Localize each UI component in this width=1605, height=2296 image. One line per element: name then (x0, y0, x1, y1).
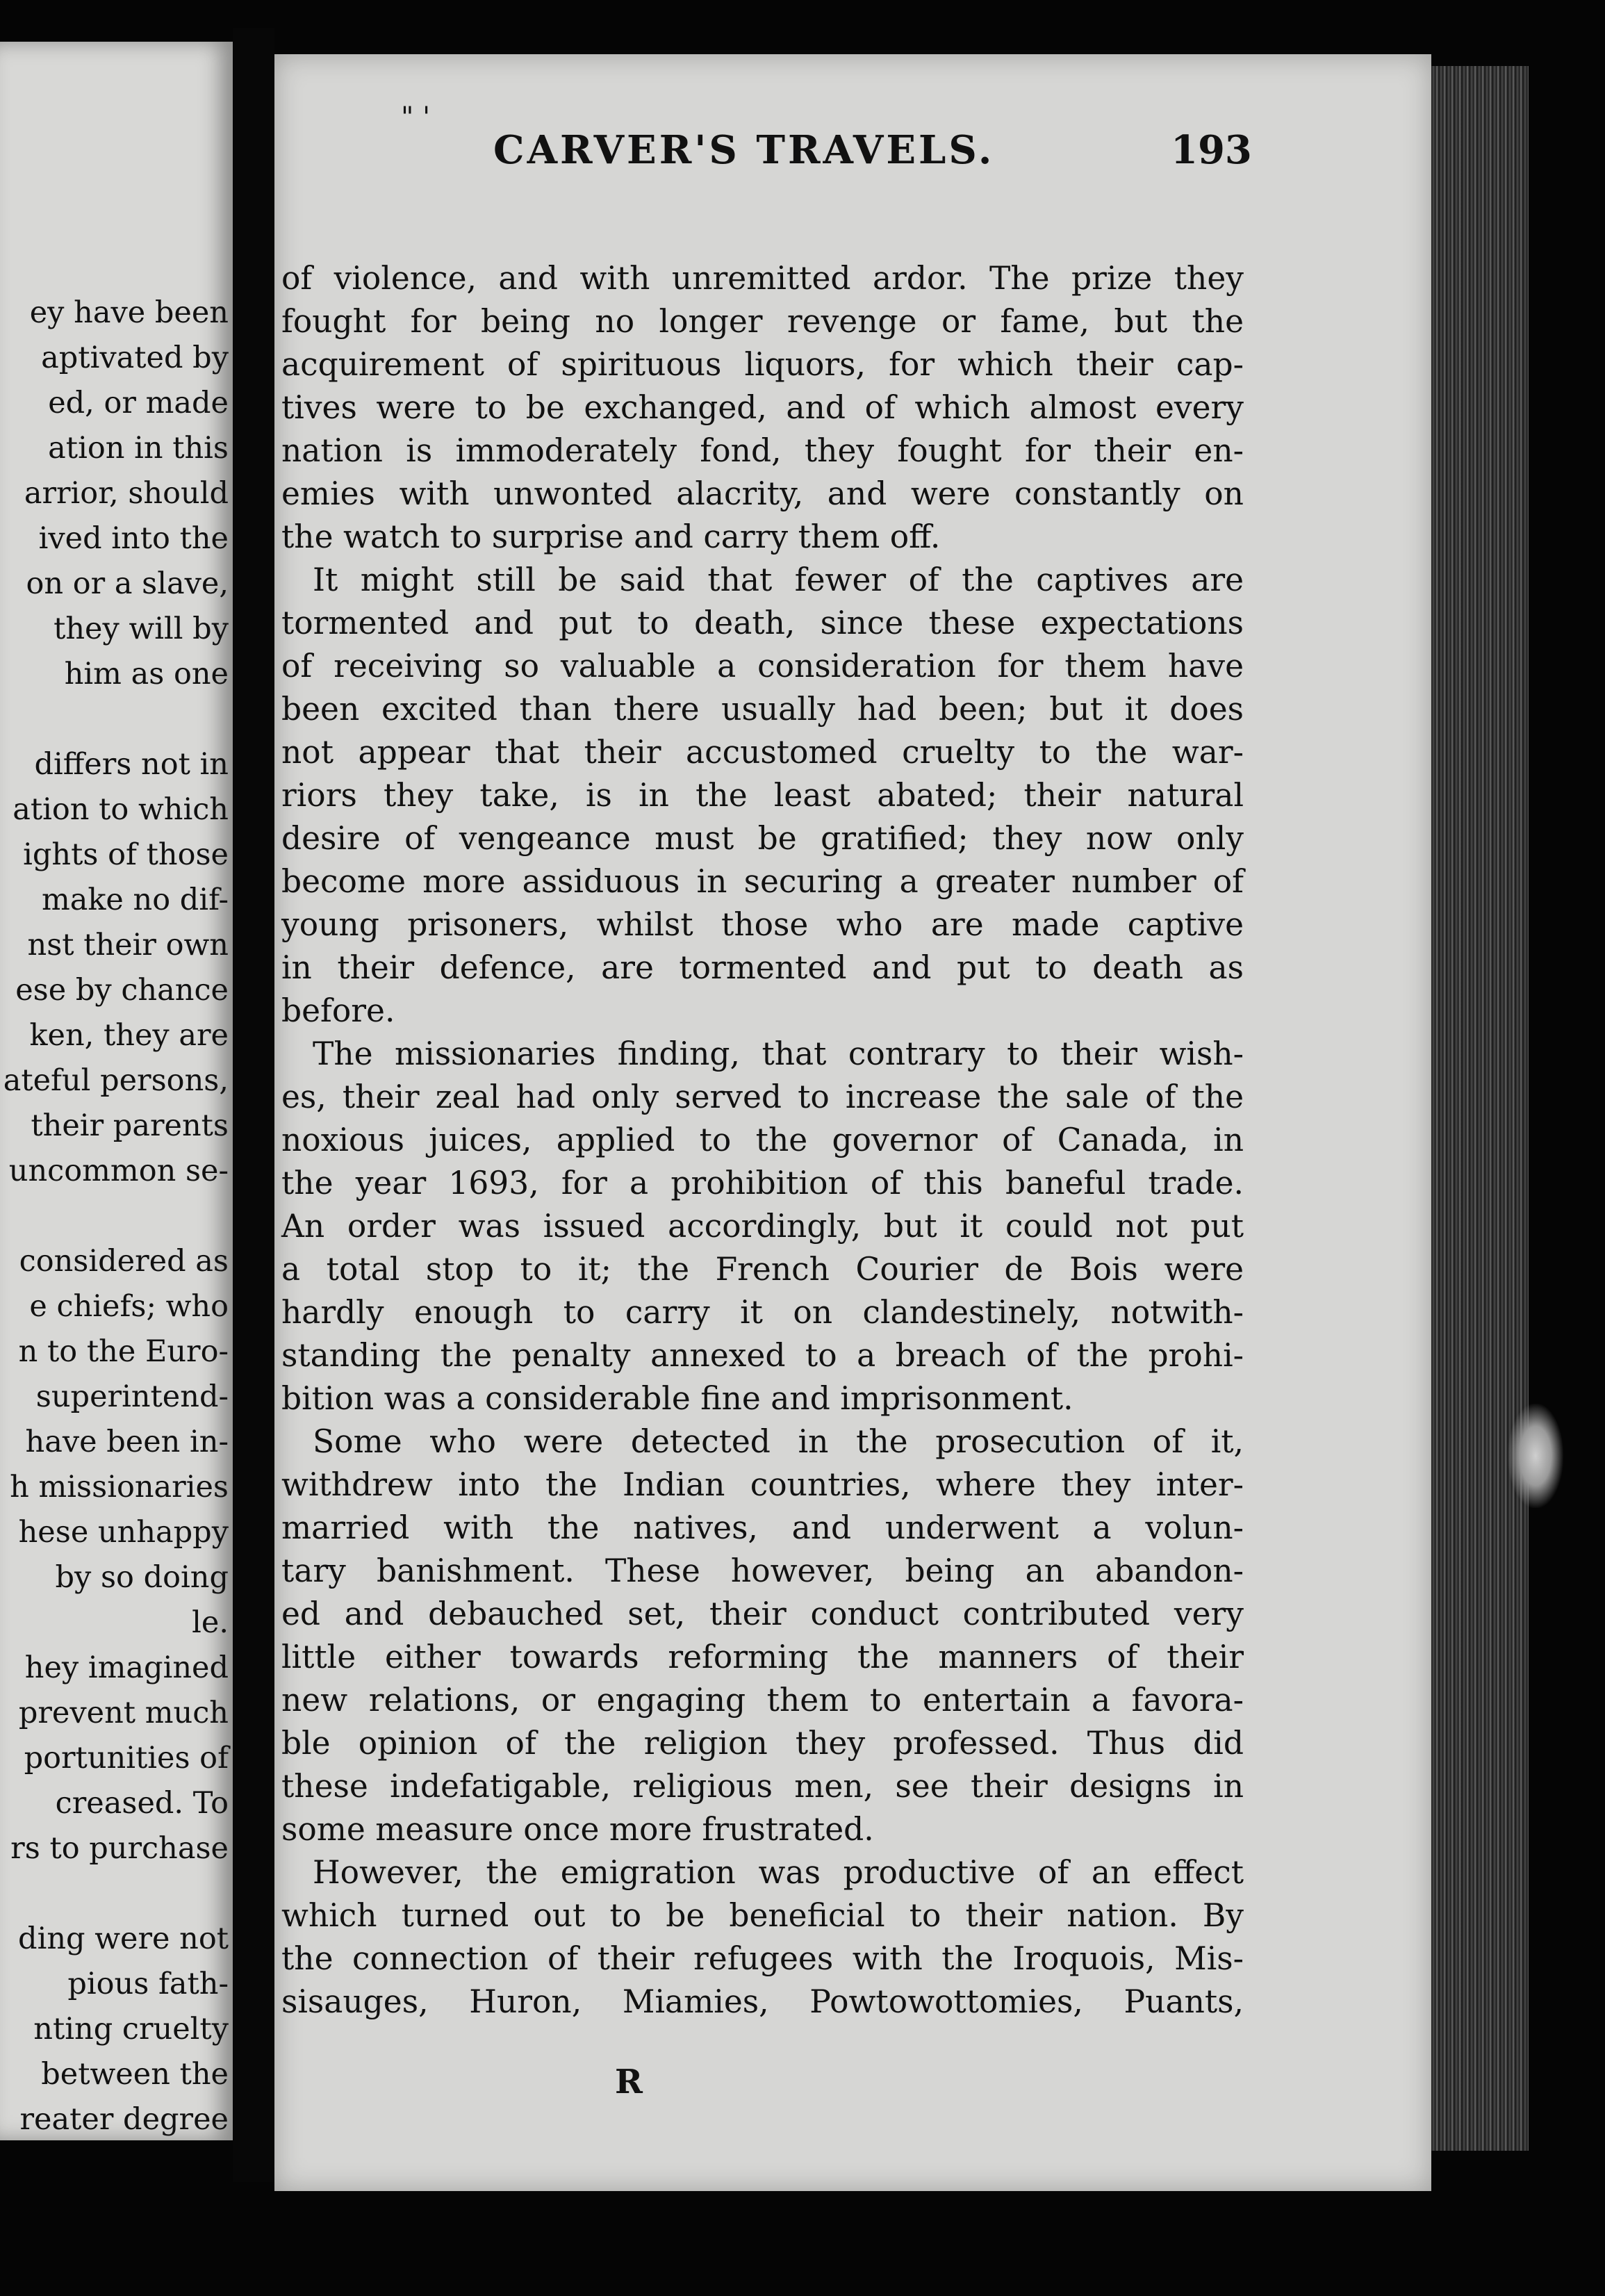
left-page-line: hey imagined (24, 1650, 229, 1685)
text-line: of violence, and with unremitted ardor. The prize they (281, 260, 1244, 297)
text-line: these indefatigable, religious men, see their designs in (281, 1768, 1244, 1805)
left-page-line: creased. To (55, 1786, 229, 1821)
left-page-line: ived into the (38, 521, 229, 556)
text-line: Some who were detected in the prosecution of it, (313, 1423, 1244, 1460)
left-page-line: differs not in (34, 747, 229, 782)
text-line: tary banishment. These however, being an abandon- (281, 1552, 1244, 1589)
left-page-line: prevent much (18, 1696, 229, 1730)
left-page-line: portunities of (24, 1741, 229, 1776)
text-line: a total stop to it; the French Courier de Bois were (281, 1251, 1244, 1288)
page-edges (1431, 66, 1529, 2151)
book-page (274, 54, 1431, 2191)
left-page-line: hese unhappy (18, 1515, 229, 1550)
text-line: ble opinion of the religion they professed. Thus did (281, 1725, 1244, 1762)
left-page-line: aptivated by (41, 341, 229, 375)
left-page-line: ation to which (13, 792, 229, 827)
left-page-line: arrior, should (24, 476, 229, 511)
left-page-line: ights of those (23, 837, 229, 872)
text-line: However, the emigration was productive of an effect (313, 1854, 1244, 1891)
left-page-line: by so doing (55, 1560, 229, 1595)
text-line: young prisoners, whilst those who are made captive (281, 906, 1244, 943)
text-line: noxious juices, applied to the governor of Canada, in (281, 1122, 1244, 1158)
text-line: the year 1693, for a prohibition of this baneful trade. (281, 1165, 1244, 1202)
text-line: fought for being no longer revenge or fame, but the (281, 303, 1244, 340)
text-line: the connection of their refugees with the Iroquois, Mis- (281, 1940, 1244, 1977)
left-page-line: make no dif- (41, 883, 229, 917)
text-line: It might still be said that fewer of the captives are (313, 561, 1244, 598)
left-page-line: n to the Euro- (18, 1334, 229, 1369)
text-line: emies with unwonted alacrity, and were constantly on (281, 475, 1244, 512)
book-gutter (233, 28, 274, 2182)
text-line: sisauges, Huron, Miamies, Powtowottomies, Puants, (281, 1983, 1244, 2020)
text-line: bition was a considerable fine and imprisonment. (281, 1380, 1073, 1417)
text-line: tives were to be exchanged, and of which almost every (281, 389, 1244, 426)
text-line: withdrew into the Indian countries, where they inter- (281, 1466, 1244, 1503)
left-page-line: nst their own (27, 928, 229, 962)
left-page-line: pious fath- (67, 1967, 229, 2001)
text-line: ed and debauched set, their conduct contributed very (281, 1596, 1244, 1632)
left-page-line: ding were not (18, 1921, 229, 1956)
left-page-line: they will by (54, 612, 229, 646)
left-facing-page (0, 42, 233, 2140)
left-page-line: ken, they are (29, 1018, 229, 1053)
left-page-line: on or a slave, (26, 566, 229, 601)
left-page-line (0, 698, 233, 740)
text-line: es, their zeal had only served to increase the sale of the (281, 1079, 1244, 1115)
left-page-line: nting cruelty (33, 2012, 229, 2047)
left-page-line: rs to purchase (10, 1831, 229, 1866)
left-page-line: their parents (31, 1108, 229, 1143)
text-line: nation is immoderately fond, they fought for their en- (281, 432, 1244, 469)
page-number: 193 (1171, 127, 1252, 173)
left-page-line (0, 1195, 233, 1237)
paper-stain (1508, 1404, 1563, 1508)
signature-mark: R (615, 2063, 643, 2101)
left-page-line: ation in this (48, 431, 229, 466)
text-line: some measure once more frustrated. (281, 1811, 874, 1848)
left-page-line: him as one (64, 657, 229, 691)
left-page-line: ateful persons, (3, 1063, 229, 1098)
left-page-line: le. (192, 1605, 229, 1640)
text-line: been excited than there usually had been; but it does (281, 691, 1244, 728)
left-page-line: reater degree (19, 2102, 229, 2137)
text-line: desire of vengeance must be gratified; they now only (281, 820, 1244, 857)
text-line: little either towards reforming the manners of their (281, 1639, 1244, 1675)
text-line: become more assiduous in securing a greater number of (281, 863, 1244, 900)
left-page-line: between the (41, 2057, 229, 2092)
left-page-line: e chiefs; who (29, 1289, 229, 1324)
text-line: not appear that their accustomed cruelty to the war- (281, 734, 1244, 771)
left-page-line: considered as (19, 1244, 229, 1279)
text-line: tormented and put to death, since these expectations (281, 605, 1244, 641)
text-line: married with the natives, and underwent a volun- (281, 1509, 1244, 1546)
left-page-line: uncommon se- (8, 1154, 229, 1188)
left-page-line: have been in- (25, 1425, 229, 1459)
left-page-line: ese by chance (15, 973, 229, 1008)
text-line: acquirement of spirituous liquors, for which their cap- (281, 346, 1244, 383)
running-head: CARVER'S TRAVELS. (493, 127, 995, 173)
left-page-line: ed, or made (48, 386, 229, 420)
left-page-line: superintend- (35, 1379, 229, 1414)
text-line: of receiving so valuable a consideration for them have (281, 648, 1244, 684)
text-line: the watch to surprise and carry them off. (281, 518, 941, 555)
left-page-line (0, 1873, 233, 1914)
text-line: new relations, or engaging them to entertain a favora- (281, 1682, 1244, 1719)
text-line: hardly enough to carry it on clandestinely, notwith- (281, 1294, 1244, 1331)
text-line: An order was issued accordingly, but it could not put (281, 1208, 1244, 1245)
text-line: in their defence, are tormented and put to death as (281, 949, 1244, 986)
text-line: before. (281, 992, 395, 1029)
left-page-line: ey have been (29, 295, 229, 330)
text-line: which turned out to be beneficial to their nation. By (281, 1897, 1244, 1934)
header-mark: " ' (401, 101, 431, 133)
text-line: standing the penalty annexed to a breach of the prohi- (281, 1337, 1244, 1374)
text-line: The missionaries finding, that contrary to their wish- (313, 1035, 1244, 1072)
text-line: riors they take, is in the least abated; their natural (281, 777, 1244, 814)
left-page-line: h missionaries (10, 1470, 229, 1504)
